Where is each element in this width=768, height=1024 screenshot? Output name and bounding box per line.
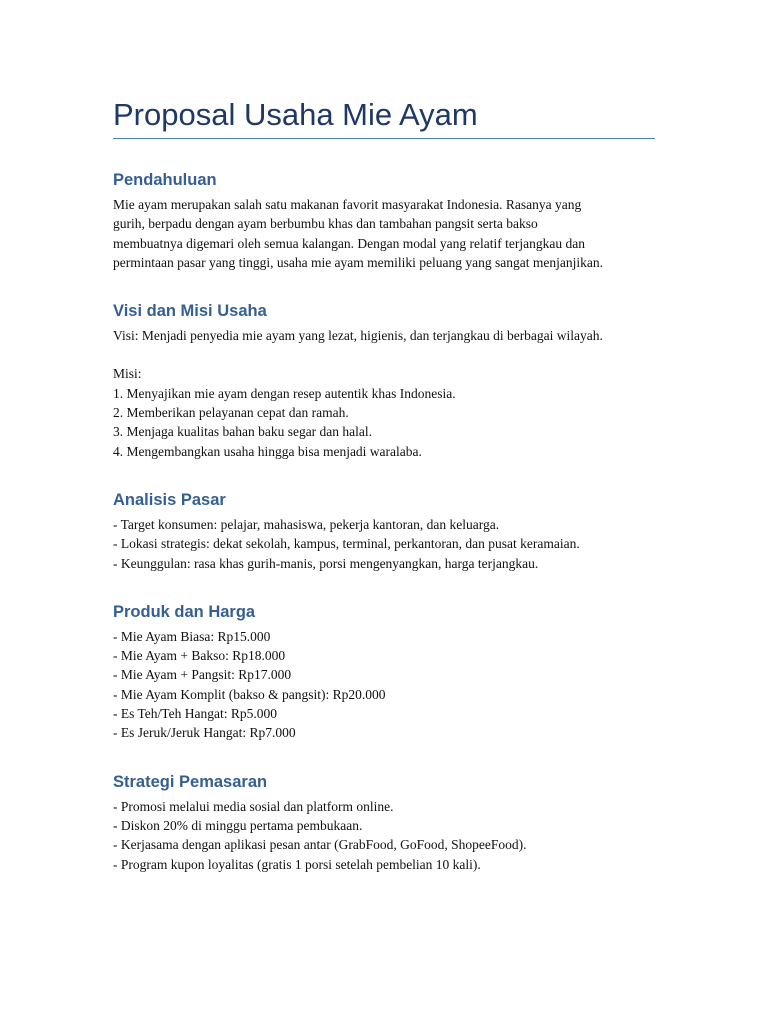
produk-item: - Mie Ayam Biasa: Rp15.000 (113, 628, 271, 644)
section-spacer (113, 461, 655, 489)
produk-item: - Mie Ayam + Bakso: Rp18.000 (113, 648, 286, 664)
section-analisis-pasar (113, 489, 655, 573)
document-page (113, 96, 655, 874)
section-pendahuluan (113, 169, 655, 272)
section-spacer (113, 573, 655, 601)
section-heading-produk-harga: Produk dan Harga (113, 602, 256, 621)
section-heading-visi-misi: Visi dan Misi Usaha (113, 302, 267, 321)
produk-item: - Es Jeruk/Jeruk Hangat: Rp7.000 (113, 725, 296, 741)
misi-label: Misi: (113, 366, 142, 382)
section-spacer (113, 743, 655, 771)
strategi-item: - Kerjasama dengan aplikasi pesan antar (GrabFood, GoFood, ShopeeFood). (113, 837, 527, 853)
pendahuluan-line: membuatnya digemari oleh semua kalangan. Dengan modal yang relatif terjangkau dan (113, 235, 585, 251)
strategi-item: - Promosi melalui media sosial dan platform online. (113, 798, 394, 814)
section-heading-analisis-pasar: Analisis Pasar (113, 490, 226, 509)
analisis-item: - Target konsumen: pelajar, mahasiswa, pekerja kantoran, dan keluarga. (113, 516, 500, 532)
section-heading-pendahuluan: Pendahuluan (113, 171, 217, 189)
misi-item: 2. Memberikan pelayanan cepat dan ramah. (113, 405, 349, 421)
section-strategi-pemasaran (113, 771, 655, 874)
pendahuluan-line: permintaan pasar yang tinggi, usaha mie ayam memiliki peluang yang sangat menjanjikan. (113, 254, 603, 270)
pendahuluan-line: gurih, berpadu dengan ayam berbumbu khas dan tambahan pangsit serta bakso (113, 216, 538, 232)
document-title: Proposal Usaha Mie Ayam (113, 97, 478, 132)
produk-item: - Es Teh/Teh Hangat: Rp5.000 (113, 706, 277, 722)
title-underline-rule (113, 138, 655, 139)
paragraph-spacer (113, 345, 655, 364)
analisis-item: - Lokasi strategis: dekat sekolah, kampus, terminal, perkantoran, dan pusat keramaian. (113, 536, 580, 552)
strategi-item: - Diskon 20% di minggu pertama pembukaan. (113, 817, 363, 833)
misi-item: 4. Mengembangkan usaha hingga bisa menjadi waralaba. (113, 443, 422, 459)
produk-item: - Mie Ayam + Pangsit: Rp17.000 (113, 667, 292, 683)
analisis-item: - Keunggulan: rasa khas gurih-manis, porsi mengenyangkan, harga terjangkau. (113, 555, 539, 571)
section-heading-strategi-pemasaran: Strategi Pemasaran (113, 772, 268, 791)
visi-statement: Visi: Menjadi penyedia mie ayam yang lezat, higienis, dan terjangkau di berbagai wilayah. (113, 328, 603, 344)
section-produk-harga (113, 601, 655, 743)
misi-item: 3. Menjaga kualitas bahan baku segar dan halal. (113, 424, 373, 440)
section-spacer (113, 272, 655, 300)
strategi-item: - Program kupon loyalitas (gratis 1 porsi setelah pembelian 10 kali). (113, 856, 481, 872)
section-visi-misi (113, 300, 655, 461)
produk-item: - Mie Ayam Komplit (bakso & pangsit): Rp20.000 (113, 686, 386, 702)
misi-item: 1. Menyajikan mie ayam dengan resep autentik khas Indonesia. (113, 385, 456, 401)
pendahuluan-line: Mie ayam merupakan salah satu makanan favorit masyarakat Indonesia. Rasanya yang (113, 197, 582, 212)
